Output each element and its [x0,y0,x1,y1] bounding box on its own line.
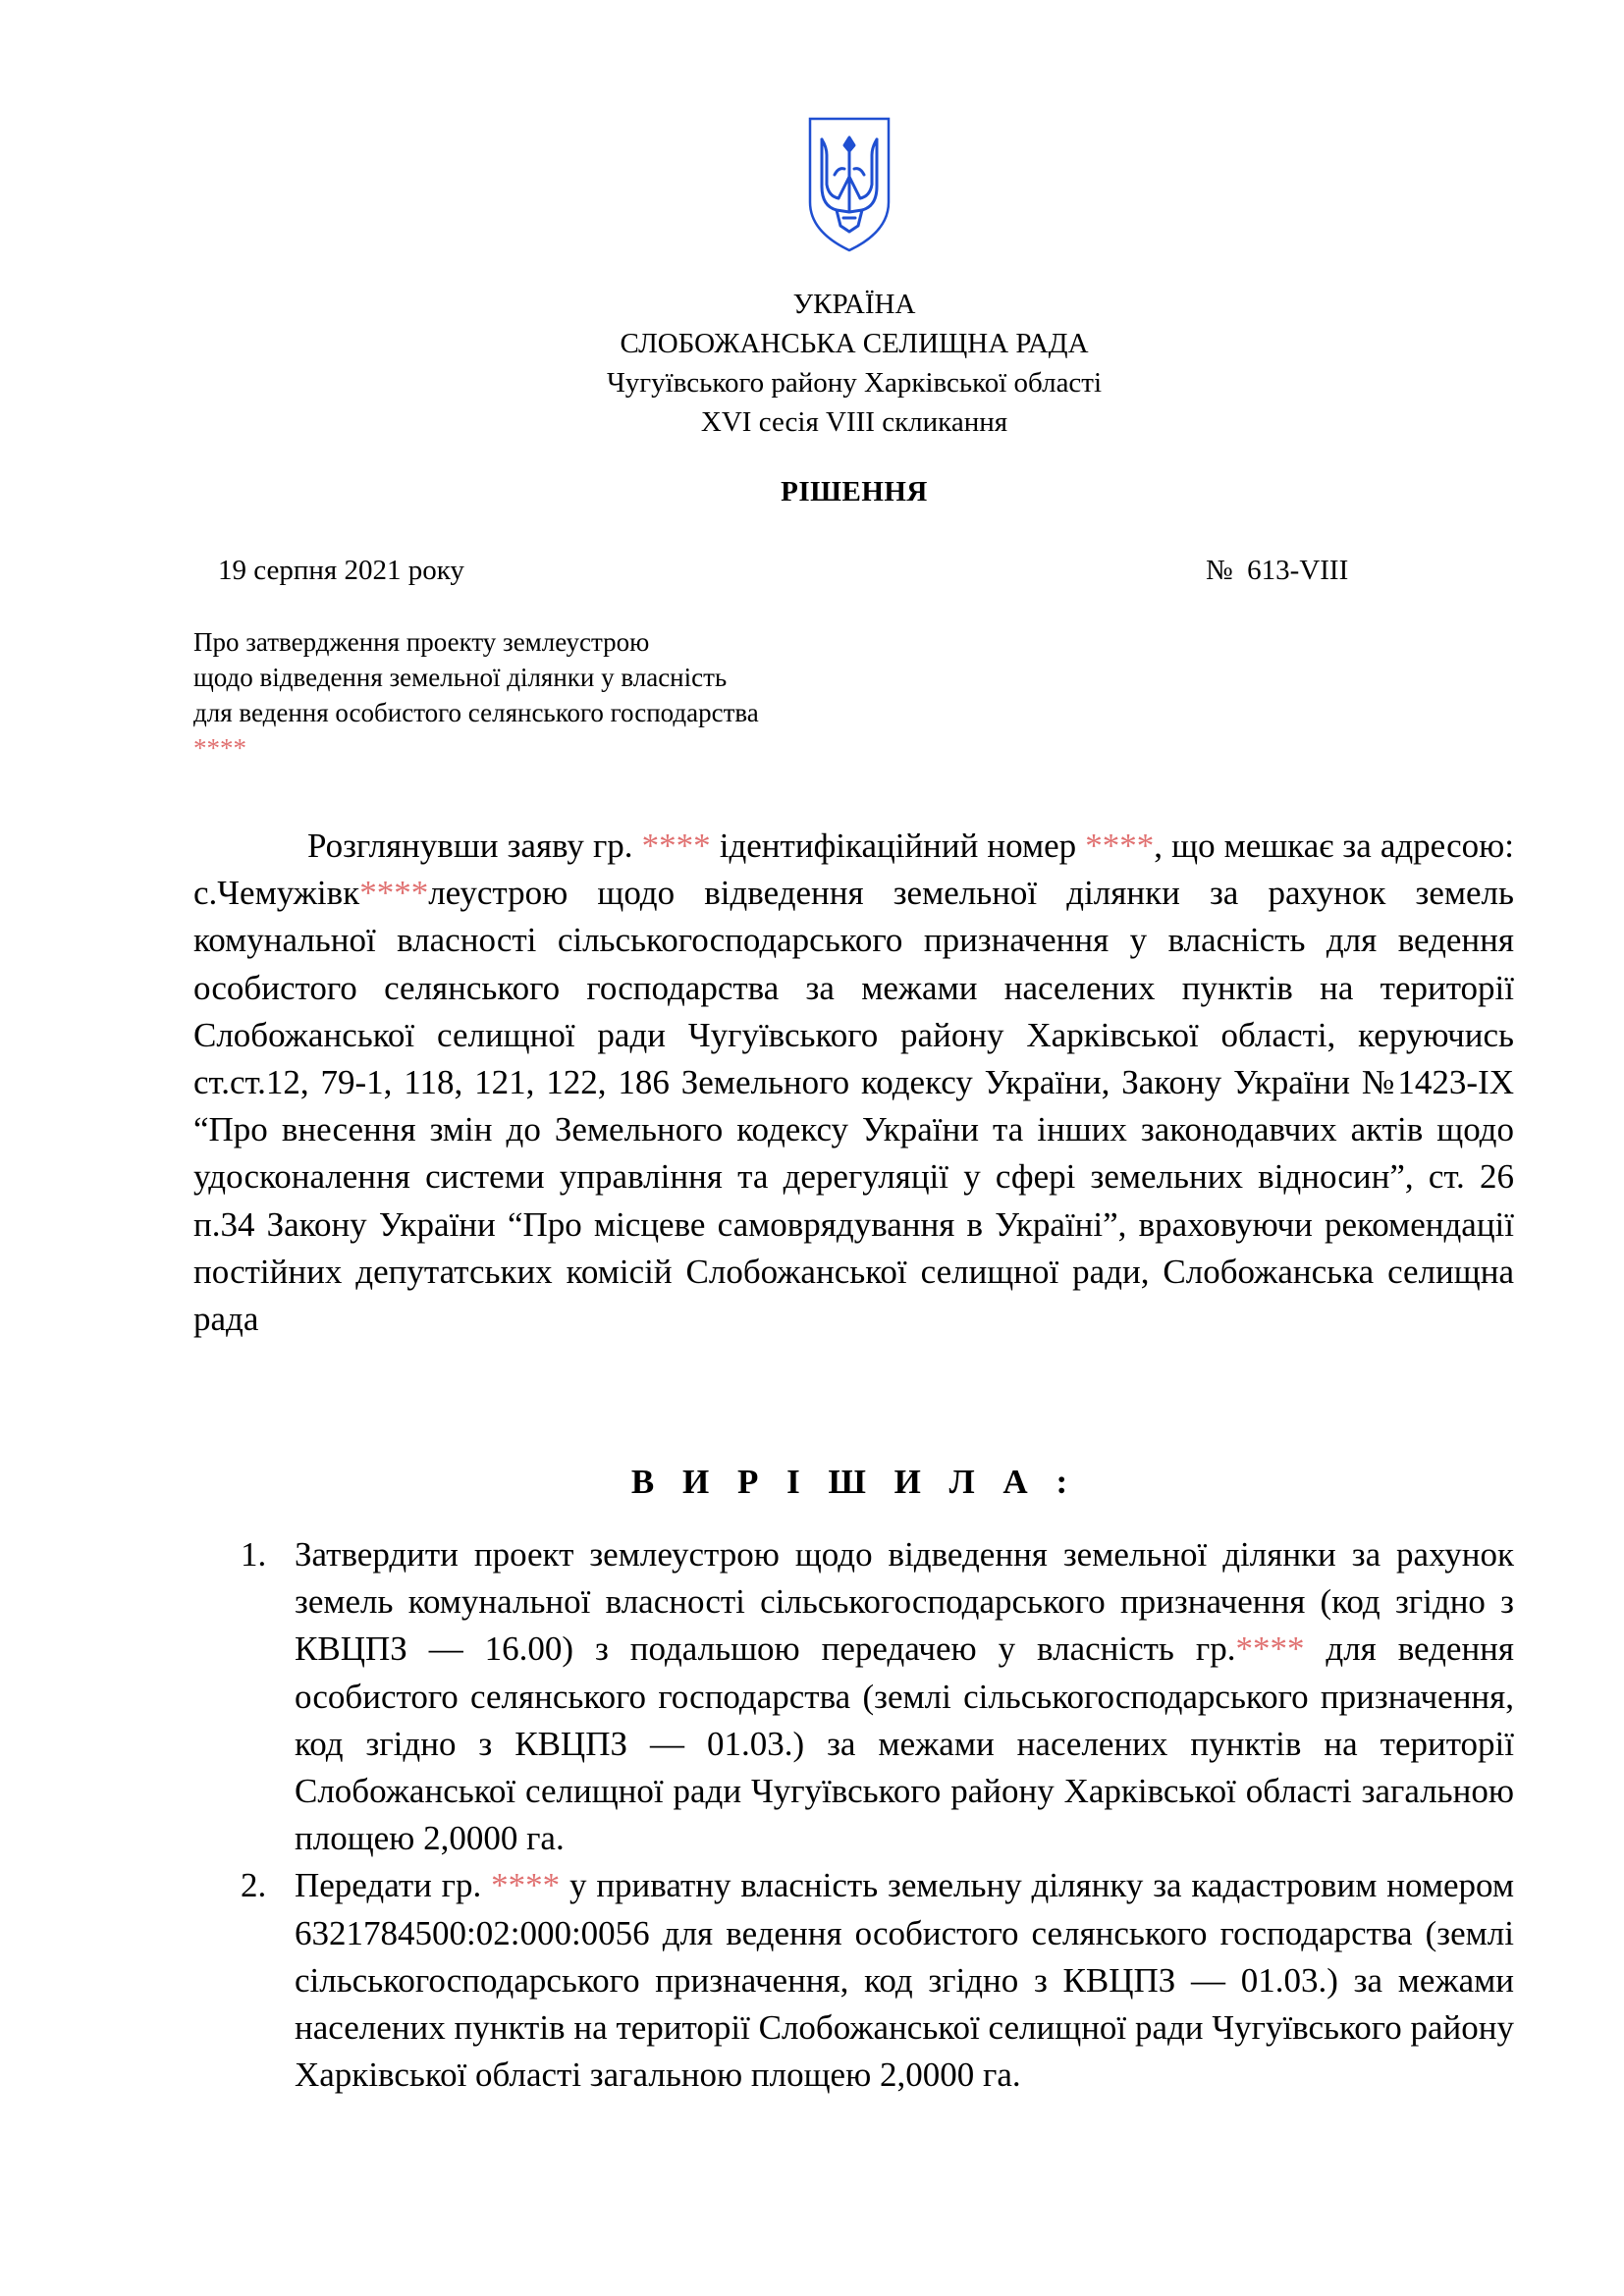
item-number: 1. [241,1535,267,1574]
council-name: СЛОБОЖАНСЬКА СЕЛИЩНА РАДА [620,328,1089,359]
item-text: у приватну власність земельну ділянку за кадастровим номером 6321784500:02:000:0056 для ведення особистого селянського господарства (землі сільськогосподарського призначення, код згідно з КВЦПЗ — 01.03.) за межами населених пунктів на території Слобожанської селищної ради Чугуївського району Харківської області загальною площею 2,0000 га. [295,1866,1515,2095]
country-name: УКРАЇНА [792,289,916,320]
decision-subject [193,624,759,766]
decision-item [196,1862,1514,2099]
redacted-text: **** [193,733,246,763]
item-text: Затвердити проект землеустрою щодо відведення земельної ділянки за рахунок земель комунальної власності сільськогосподарського призначення (код згідно з КВЦПЗ — 16.00) з подальшою передачею у власність гр. [295,1535,1514,1669]
document-header [0,285,1624,442]
preamble-text: , що мешкає за адресою: с.Чемужівк [193,827,1514,913]
subject-line: щодо відведення земельної ділянки у власність [193,663,728,692]
redacted-text: **** [491,1866,561,1905]
district-name: Чугуївського району Харківської області [606,367,1103,399]
redacted-text: **** [359,874,429,913]
resolved-heading: В И Р І Ш И Л А : [630,1463,1078,1501]
preamble-text: ідентифікаційний номер [710,827,1086,865]
decision-item [196,1531,1514,1862]
redacted-text: **** [1235,1629,1305,1669]
preamble-text: леустрою щодо відведення земельної ділянки за рахунок земель комунальної власності сільськогосподарського призначення у власність для ведення особистого селянського господарства за межами населених пунктів на території Слобожанської селищної ради Чугуївського району Харківської області, керуючись ст.ст.12, 79-1, 118, 121, 122, 186 Земельного кодексу України, Закону України №1423-IX “Про внесення змін до Земельного кодексу України та інших законодавчих актів щодо удосконалення системи управління та дерегуляції у сфері земельних відносин”, ст. 26 п.34 Закону України “Про місцеве самоврядування в Україні”, враховуючи рекомендації постійних депутатських комісій Слобожанської селищної ради, Слобожанська селищна рада [193,874,1514,1339]
session-name: XVI сесія VIII скликання [700,406,1008,438]
redacted-text: **** [641,827,711,865]
trident-emblem-icon [807,116,892,253]
decision-number: № 613-VIII [1206,555,1349,586]
decision-date: 19 серпня 2021 року [218,555,464,586]
decision-items [196,1531,1514,2099]
item-text: для ведення особистого селянського господарства (землі сільськогосподарського призначення, код згідно з КВЦПЗ — 01.03.) за межами населених пунктів на території Слобожанської селищної ради Чугуївського району Харківської області загальною площею 2,0000 га. [295,1629,1515,1858]
subject-line: Про затвердження проекту землеустрою [193,627,650,657]
decision-title: РІШЕННЯ [781,476,928,507]
subject-line: для ведення особистого селянського господарства [193,698,759,727]
preamble-text: Розглянувши заяву гр. [307,827,642,865]
preamble-paragraph [193,823,1514,1343]
redacted-text: **** [1085,827,1155,865]
item-text: Передати гр. [295,1866,492,1905]
item-number: 2. [241,1866,267,1905]
